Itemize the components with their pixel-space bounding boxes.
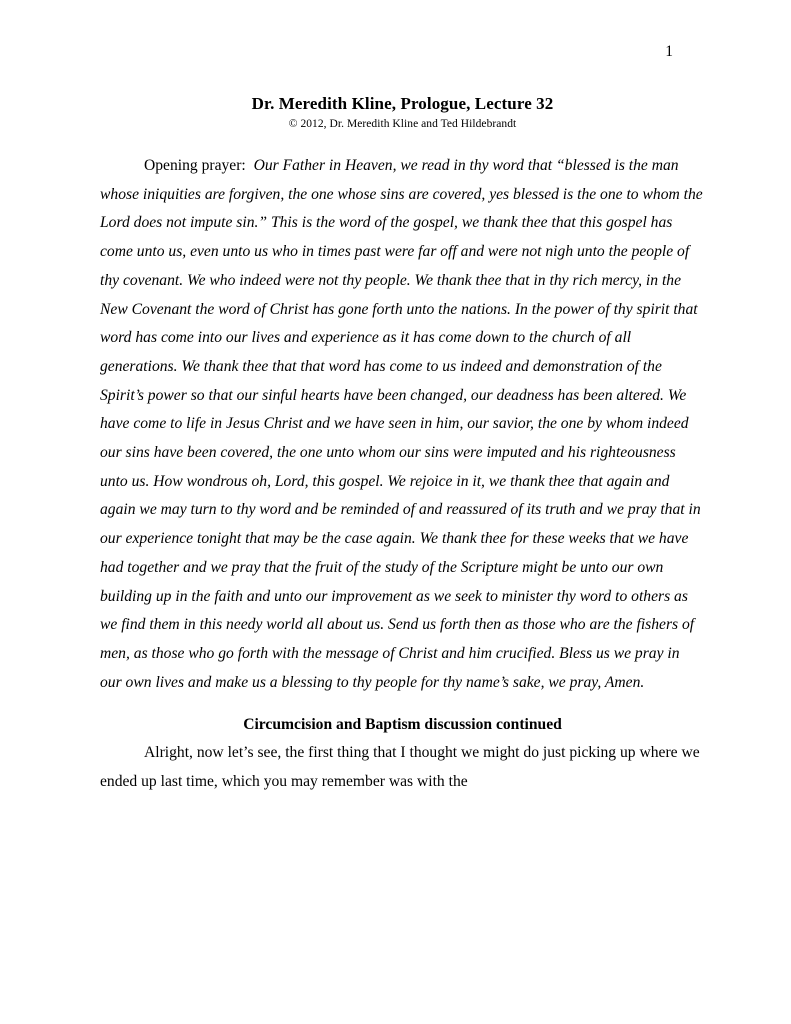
- body-paragraph: [100, 739, 705, 796]
- copyright-line: © 2012, Dr. Meredith Kline and Ted Hildebrandt: [288, 118, 517, 130]
- opening-prayer-label: Opening prayer:: [144, 157, 246, 174]
- opening-prayer-paragraph: [100, 152, 705, 697]
- section-heading: Circumcision and Baptism discussion continued: [243, 716, 562, 734]
- body-paragraph-text: Alright, now let’s see, the first thing that I thought we might do just picking up where we ended up last time, which you may remember was with the: [100, 744, 700, 791]
- document-title: Dr. Meredith Kline, Prologue, Lecture 32: [251, 94, 554, 113]
- page-number: 1: [665, 43, 673, 60]
- opening-prayer-text: Our Father in Heaven, we read in thy word that “blessed is the man whose iniquities are forgiven, the one whose sins are covered, yes blessed is the one to whom the Lord does not impute sin.” This is the word of the gospel, we thank thee that this gospel has come unto us, even unto us who in times past were far off and were not nigh unto the people of thy covenant. We who indeed were not thy people. We thank thee that in thy rich mercy, in the New Covenant the word of Christ has gone forth unto the nations. In the power of thy spirit that word has come into our lives and experience as it has come down to the church of all generations. We thank thee that that word has come to us indeed and demonstration of the Spirit’s power so that our sinful hearts have been changed, our deadness has been altered. We have come to life in Jesus Christ and we have seen in him, our savior, the one by whom indeed our sins have been covered, the one unto whom our sins were imputed and his righteousness unto us. How wondrous oh, Lord, this gospel. We rejoice in it, we thank thee that again and again we may turn to thy word and be reminded of and reassured of its truth and we pray that in our experience tonight that may be the case again. We thank thee for these weeks that we have had together and we pray that the fruit of the study of the Scripture might be unto our own building up in the faith and unto our improvement as we seek to minister thy word to others as we find them in this needy world all about us. Send us forth then as those who are the fishers of men, as those who go forth with the message of Christ and him crucified. Bless us we pray in our own lives and make us a blessing to thy people for thy name’s sake, we pray, Amen.: [100, 157, 703, 691]
